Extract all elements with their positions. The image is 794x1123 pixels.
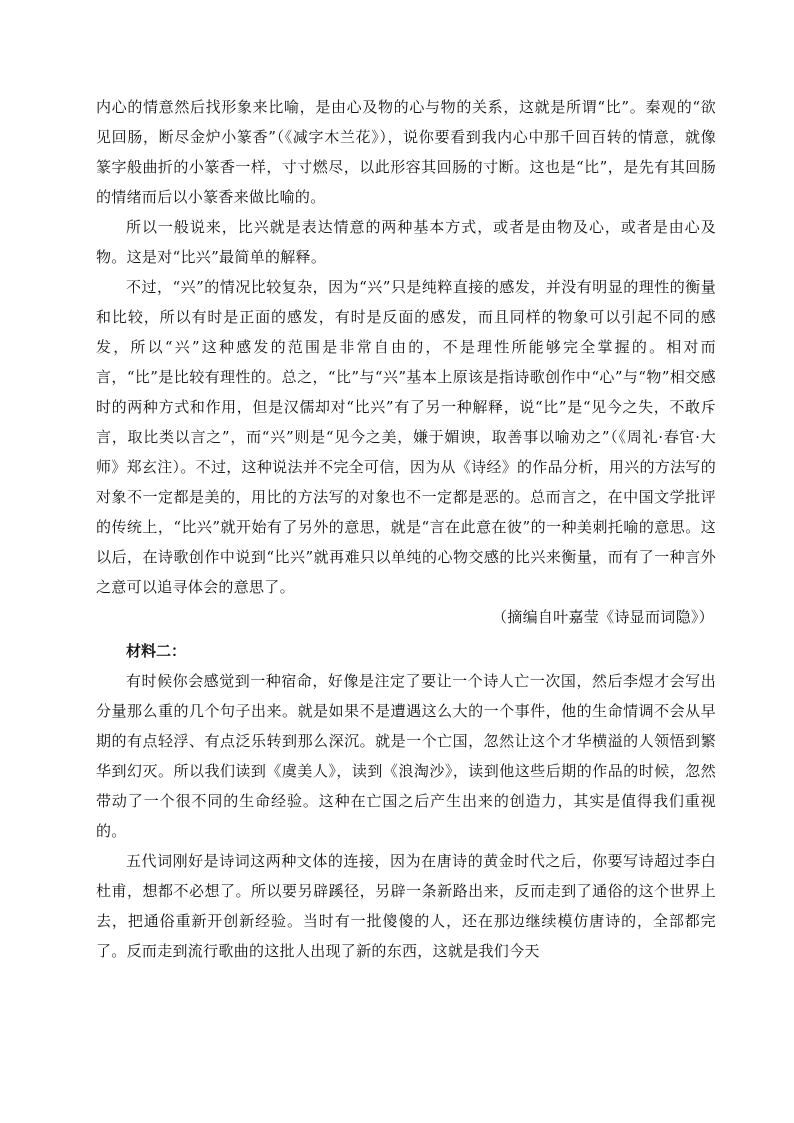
paragraph-xing-complexity: 不过，“兴”的情况比较复杂，因为“兴”只是纯粹直接的感发，并没有明显的理性的衡量和比较，所以有时是正面的感发，有时是反面的感发，而且同样的物象可以引起不同的感发，所以“兴”这种感发的范围是非常自由的，不是理性所能够完全掌握的。相对而言，“比”是比较有理性的。总之，“比”与“兴”基本上原该是指诗歌创作中“心”与“物”相交感时的两种方式和作用，但是汉儒却对“比兴”有了另一种解释，说“比”是“见今之失，不敢斥言，取比类以言之”，而“兴”则是“见今之美，嫌于媚谀，取善事以喻劝之”（《周礼·春官·大师》郑玄注）。不过，这种说法并不完全可信，因为从《诗经》的作品分析，用兴的方法写的对象不一定都是美的，用比的方法写的对象也不一定都是恶的。总而言之，在中国文学批评的传统上，“比兴”就开始有了另外的意思，就是“言在此意在彼”的一种美刺托喻的意思。这以后，在诗歌创作中说到“比兴”就再难只以单纯的心物交感的比兴来衡量，而有了一种言外之意可以追寻体会的意思了。 <box>96 278 716 596</box>
paragraph-li-yu-fate: 有时候你会感觉到一种宿命，好像是注定了要让一个诗人亡一次国，然后李煜才会写出分量那么重的几个句子出来。就是如果不是遭遇这么大的一个事件，他的生命情调不会从早期的有点轻浮、有点泛乐转到那么深沉。就是一个亡国，忽然让这个才华横溢的人领悟到繁华到幻灭。所以我们读到《虞美人》，读到《浪淘沙》，读到他这些后期的作品的时候，忽然带动了一个很不同的生命经验。这种在亡国之后产生出来的创造力，其实是值得我们重视的。 <box>96 672 716 840</box>
material2-title: 材料二： <box>126 642 187 660</box>
material1-source: （摘编自叶嘉莹《诗显而词隐》） <box>491 608 714 626</box>
document-page <box>96 92 716 966</box>
paragraph-five-dynasties-ci: 五代词刚好是诗词这两种文体的连接，因为在唐诗的黄金时代之后，你要写诗超过李白杜甫，想都不必想了。所以要另辟蹊径，另辟一条新路出来，反而走到了通俗的这个世界上去，把通俗重新开创新经验。当时有一批傻傻的人，还在那边继续模仿唐诗的，全部都完了。反而走到流行歌曲的这批人出现了新的东西，这就是我们今天 <box>96 852 716 960</box>
paragraph-bi-example: 内心的情意然后找形象来比喻，是由心及物的心与物的关系，这就是所谓“比”。秦观的“欲见回肠，断尽金炉小篆香”（《减字木兰花》），说你要看到我内心中那千回百转的情意，就像篆字般曲折的小篆香一样，寸寸燃尽，以此形容其回肠的寸断。这也是“比”，是先有其回肠的情绪而后以小篆香来做比喻的。 <box>96 98 716 206</box>
paragraph-bixing-definition: 所以一般说来，比兴就是表达情意的两种基本方式，或者是由物及心，或者是由心及物。这是对“比兴”最简单的解释。 <box>96 218 716 266</box>
